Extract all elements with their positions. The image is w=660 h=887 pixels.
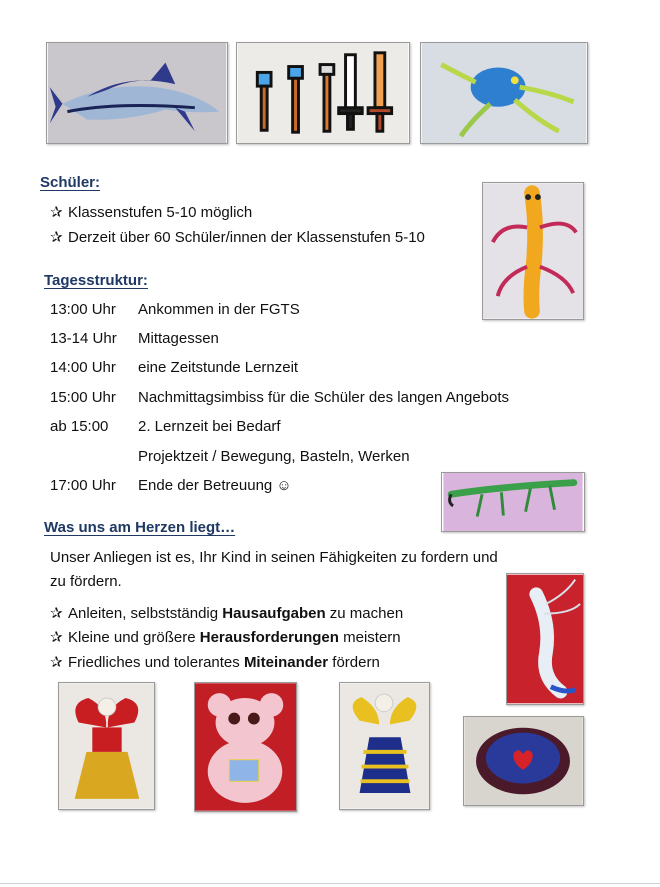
star-icon: ✰ bbox=[50, 629, 63, 646]
herzen-item-post: meistern bbox=[338, 629, 401, 646]
shrimp-bead-photo bbox=[506, 573, 584, 705]
schueler-item-text: Klassenstufen 5-10 möglich bbox=[68, 204, 253, 221]
dolphin-bead-picture bbox=[47, 43, 227, 143]
frog-bead-picture bbox=[421, 43, 587, 143]
star-icon: ✰ bbox=[50, 204, 63, 221]
dolphin-bead-photo bbox=[46, 42, 228, 144]
herzen-item-post: fördern bbox=[328, 654, 380, 671]
schedule-time: 17:00 Uhr bbox=[50, 477, 116, 494]
herzen-intro-line1: Unser Anliegen ist es, Ihr Kind in seinen Fähigkeiten zu fordern und bbox=[50, 549, 498, 566]
schedule-desc: Projektzeit / Bewegung, Basteln, Werken bbox=[138, 448, 410, 465]
shrimp-bead-picture bbox=[507, 574, 583, 704]
herzen-item bbox=[50, 604, 403, 622]
herzen-item-pre: Anleiten, selbstständig bbox=[68, 605, 223, 622]
teddy-bear-picture bbox=[195, 683, 296, 811]
schedule-desc: 2. Lernzeit bei Bedarf bbox=[138, 418, 281, 435]
schueler-item bbox=[50, 203, 252, 221]
herzen-item-post: zu machen bbox=[325, 605, 404, 622]
angel-blue-bead-photo bbox=[339, 682, 430, 810]
herzen-item-pre: Kleine und größere bbox=[68, 629, 200, 646]
herzen-item-bold: Miteinander bbox=[243, 654, 329, 671]
herzen-item-pre: Friedliches und tolerantes bbox=[68, 654, 244, 671]
schedule-desc: eine Zeitstunde Lernzeit bbox=[138, 359, 299, 376]
frog-bead-photo bbox=[420, 42, 588, 144]
herzen-item-bold: Hausaufgaben bbox=[222, 605, 326, 622]
angel-blue-bead-picture bbox=[340, 683, 429, 809]
star-icon: ✰ bbox=[50, 229, 63, 246]
angel-red-bead-photo bbox=[58, 682, 155, 810]
schedule-time: 13:00 Uhr bbox=[50, 301, 116, 318]
schueler-heading: Schüler: bbox=[40, 174, 101, 191]
schedule-time: 13-14 Uhr bbox=[50, 330, 117, 347]
herzen-item bbox=[50, 653, 380, 671]
lizard-bead-picture bbox=[483, 183, 583, 319]
schedule-desc: Ankommen in der FGTS bbox=[138, 301, 300, 318]
schedule-time: 14:00 Uhr bbox=[50, 359, 116, 376]
schedule-time: ab 15:00 bbox=[50, 418, 109, 435]
schueler-item-text: Derzeit über 60 Schüler/innen der Klassenstufen 5-10 bbox=[68, 229, 425, 246]
swords-bead-photo bbox=[236, 42, 410, 144]
herzen-item-bold: Herausforderungen bbox=[199, 629, 339, 646]
swords-bead-picture bbox=[237, 43, 409, 143]
crocodile-bead-picture bbox=[442, 473, 584, 531]
teddy-bear-photo bbox=[194, 682, 297, 812]
schedule-desc: Ende der Betreuung ☺ bbox=[138, 477, 292, 494]
tagesstruktur-heading: Tagesstruktur: bbox=[44, 272, 148, 289]
schedule-desc: Mittagessen bbox=[138, 330, 219, 347]
bowl-picture bbox=[464, 717, 583, 805]
schedule-desc: Nachmittagsimbiss für die Schüler des langen Angebots bbox=[138, 389, 510, 406]
herzen-heading: Was uns am Herzen liegt… bbox=[44, 519, 236, 536]
star-icon: ✰ bbox=[50, 654, 63, 671]
bowl-photo bbox=[463, 716, 584, 806]
page-footer-divider bbox=[0, 883, 660, 884]
star-icon: ✰ bbox=[50, 605, 63, 622]
crocodile-bead-photo bbox=[441, 472, 585, 532]
lizard-bead-photo bbox=[482, 182, 584, 320]
angel-red-bead-picture bbox=[59, 683, 154, 809]
schedule-time: 15:00 Uhr bbox=[50, 389, 116, 406]
herzen-item bbox=[50, 628, 401, 646]
schueler-item bbox=[50, 228, 425, 246]
herzen-intro-line2: zu fördern. bbox=[50, 573, 122, 590]
